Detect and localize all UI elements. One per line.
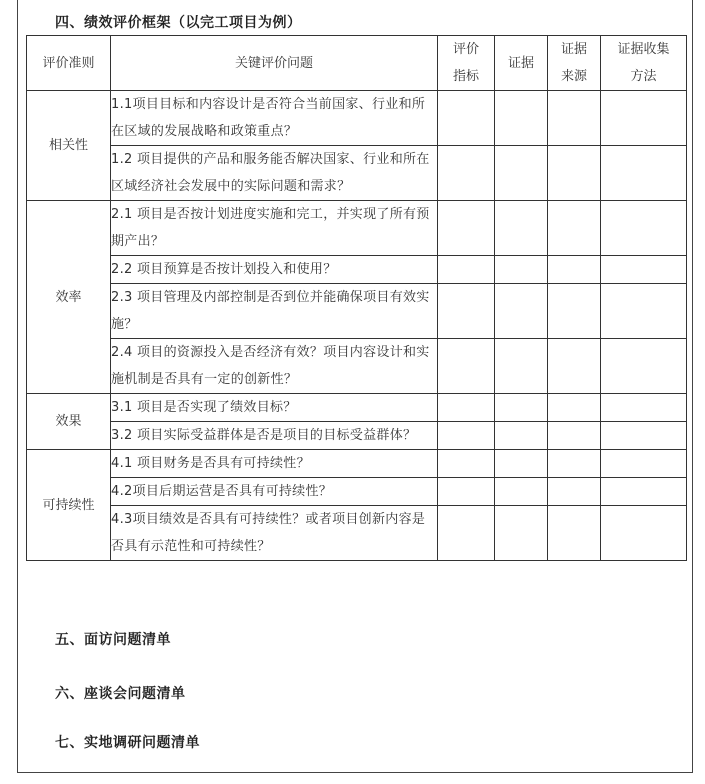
method-cell[interactable] xyxy=(601,91,687,146)
method-cell[interactable] xyxy=(601,146,687,201)
method-cell[interactable] xyxy=(601,422,687,450)
question-cell: 4.3项目绩效是否具有可持续性？或者项目创新内容是否具有示范性和可持续性？ xyxy=(111,506,438,561)
criterion-cell: 相关性 xyxy=(27,91,111,201)
source-cell[interactable] xyxy=(548,339,601,394)
header-method: 证据收集方法 xyxy=(601,36,687,91)
source-cell[interactable] xyxy=(548,201,601,256)
table-row xyxy=(27,146,687,201)
indicator-cell[interactable] xyxy=(438,284,495,339)
table-row xyxy=(27,506,687,561)
source-cell[interactable] xyxy=(548,284,601,339)
indicator-cell[interactable] xyxy=(438,339,495,394)
section-title-field-survey: 七、实地调研问题清单 xyxy=(55,735,200,751)
method-cell[interactable] xyxy=(601,506,687,561)
indicator-cell[interactable] xyxy=(438,506,495,561)
evidence-cell[interactable] xyxy=(495,201,548,256)
indicator-cell[interactable] xyxy=(438,146,495,201)
table-row xyxy=(27,201,687,256)
question-cell: 4.1 项目财务是否具有可持续性？ xyxy=(111,450,438,478)
table-row xyxy=(27,339,687,394)
header-question: 关键评价问题 xyxy=(111,36,438,91)
table-header-row xyxy=(27,36,687,91)
evidence-cell[interactable] xyxy=(495,91,548,146)
evaluation-framework-table xyxy=(26,35,687,561)
table-row xyxy=(27,450,687,478)
indicator-cell[interactable] xyxy=(438,450,495,478)
source-cell[interactable] xyxy=(548,506,601,561)
table-row xyxy=(27,256,687,284)
evidence-cell[interactable] xyxy=(495,450,548,478)
section-title-interview: 五、面访问题清单 xyxy=(55,632,171,648)
criterion-cell: 效果 xyxy=(27,394,111,450)
table-row xyxy=(27,478,687,506)
question-cell: 1.2 项目提供的产品和服务能否解决国家、行业和所在区域经济社会发展中的实际问题和需求？ xyxy=(111,146,438,201)
question-cell: 1.1项目目标和内容设计是否符合当前国家、行业和所在区域的发展战略和政策重点？ xyxy=(111,91,438,146)
source-cell[interactable] xyxy=(548,256,601,284)
header-indicator: 评价指标 xyxy=(438,36,495,91)
table-row xyxy=(27,284,687,339)
evidence-cell[interactable] xyxy=(495,422,548,450)
table-row xyxy=(27,394,687,422)
indicator-cell[interactable] xyxy=(438,91,495,146)
method-cell[interactable] xyxy=(601,339,687,394)
criterion-cell: 可持续性 xyxy=(27,450,111,561)
method-cell[interactable] xyxy=(601,478,687,506)
indicator-cell[interactable] xyxy=(438,201,495,256)
indicator-cell[interactable] xyxy=(438,422,495,450)
question-cell: 2.4 项目的资源投入是否经济有效？项目内容设计和实施机制是否具有一定的创新性？ xyxy=(111,339,438,394)
source-cell[interactable] xyxy=(548,478,601,506)
method-cell[interactable] xyxy=(601,201,687,256)
criterion-cell: 效率 xyxy=(27,201,111,394)
section-title-framework: 四、绩效评价框架（以完工项目为例） xyxy=(55,15,302,31)
evidence-cell[interactable] xyxy=(495,394,548,422)
question-cell: 2.1 项目是否按计划进度实施和完工，并实现了所有预期产出？ xyxy=(111,201,438,256)
evidence-cell[interactable] xyxy=(495,146,548,201)
source-cell[interactable] xyxy=(548,422,601,450)
question-cell: 2.3 项目管理及内部控制是否到位并能确保项目有效实施？ xyxy=(111,284,438,339)
header-criterion: 评价准则 xyxy=(27,36,111,91)
question-cell: 3.1 项目是否实现了绩效目标？ xyxy=(111,394,438,422)
evidence-cell[interactable] xyxy=(495,506,548,561)
method-cell[interactable] xyxy=(601,394,687,422)
section-title-symposium: 六、座谈会问题清单 xyxy=(55,686,186,702)
table-row xyxy=(27,91,687,146)
method-cell[interactable] xyxy=(601,256,687,284)
source-cell[interactable] xyxy=(548,394,601,422)
header-evidence: 证据 xyxy=(495,36,548,91)
indicator-cell[interactable] xyxy=(438,256,495,284)
evidence-cell[interactable] xyxy=(495,339,548,394)
method-cell[interactable] xyxy=(601,284,687,339)
source-cell[interactable] xyxy=(548,91,601,146)
question-cell: 4.2项目后期运营是否具有可持续性？ xyxy=(111,478,438,506)
method-cell[interactable] xyxy=(601,450,687,478)
question-cell: 2.2 项目预算是否按计划投入和使用？ xyxy=(111,256,438,284)
evidence-cell[interactable] xyxy=(495,284,548,339)
table-row xyxy=(27,422,687,450)
evidence-cell[interactable] xyxy=(495,478,548,506)
indicator-cell[interactable] xyxy=(438,394,495,422)
evidence-cell[interactable] xyxy=(495,256,548,284)
question-cell: 3.2 项目实际受益群体是否是项目的目标受益群体？ xyxy=(111,422,438,450)
source-cell[interactable] xyxy=(548,146,601,201)
header-source: 证据来源 xyxy=(548,36,601,91)
indicator-cell[interactable] xyxy=(438,478,495,506)
source-cell[interactable] xyxy=(548,450,601,478)
